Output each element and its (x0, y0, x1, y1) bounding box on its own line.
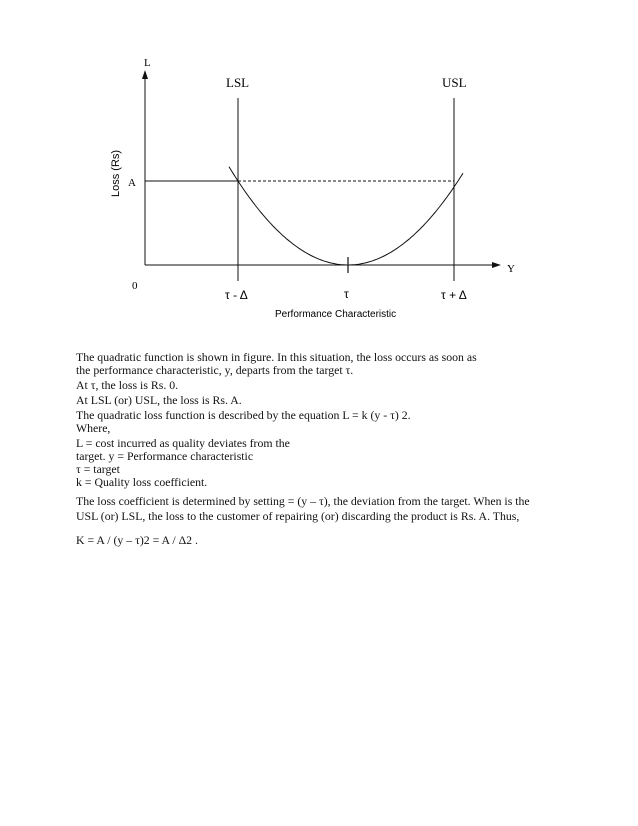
paragraph-line: k = Quality loss coefficient. (76, 475, 208, 489)
tick-right-label: τ + Δ (441, 288, 467, 302)
usl-label: USL (442, 75, 467, 90)
paragraph-line: K = A / (y – τ)2 = A / Δ2 . (76, 533, 198, 547)
tick-left-label: τ - Δ (225, 288, 248, 302)
x-axis-arrowhead (492, 262, 501, 268)
x-axis-title: Performance Characteristic (275, 309, 397, 320)
y-axis-arrowhead (142, 70, 148, 79)
paragraph-line: The quadratic function is shown in figure. In this situation, the loss occurs as soon as (76, 350, 477, 364)
loss-function-figure (0, 0, 638, 340)
tick-center-label: τ (344, 287, 349, 301)
y-axis-letter: L (144, 57, 151, 69)
paragraph-line: target. y = Performance characteristic (76, 449, 254, 463)
paragraph-line: τ = target (76, 462, 120, 476)
paragraph-line: The loss coefficient is determined by setting = (y – τ), the deviation from the target. When is the (76, 494, 530, 508)
y-axis-label: Loss (Rs) (110, 149, 122, 197)
paragraph-line: USL (or) LSL, the loss to the customer of repairing (or) discarding the product is Rs. A. Thus, (76, 509, 520, 523)
paragraph-line: Where, (76, 421, 111, 435)
lsl-label: LSL (226, 75, 250, 90)
paragraph-line: At LSL (or) USL, the loss is Rs. A. (76, 393, 242, 407)
paragraph-line: L = cost incurred as quality deviates from the (76, 436, 290, 450)
paragraph-line: The quadratic loss function is described by the equation L = k (y - τ) 2. (76, 408, 411, 422)
paragraph-line: the performance characteristic, y, departs from the target τ. (76, 363, 354, 377)
x-axis-letter: Y (507, 263, 515, 275)
loss-level-label: A (128, 177, 136, 189)
paragraph-line: At τ, the loss is Rs. 0. (76, 378, 179, 392)
origin-label: 0 (132, 280, 138, 292)
explanation-text (76, 351, 576, 547)
